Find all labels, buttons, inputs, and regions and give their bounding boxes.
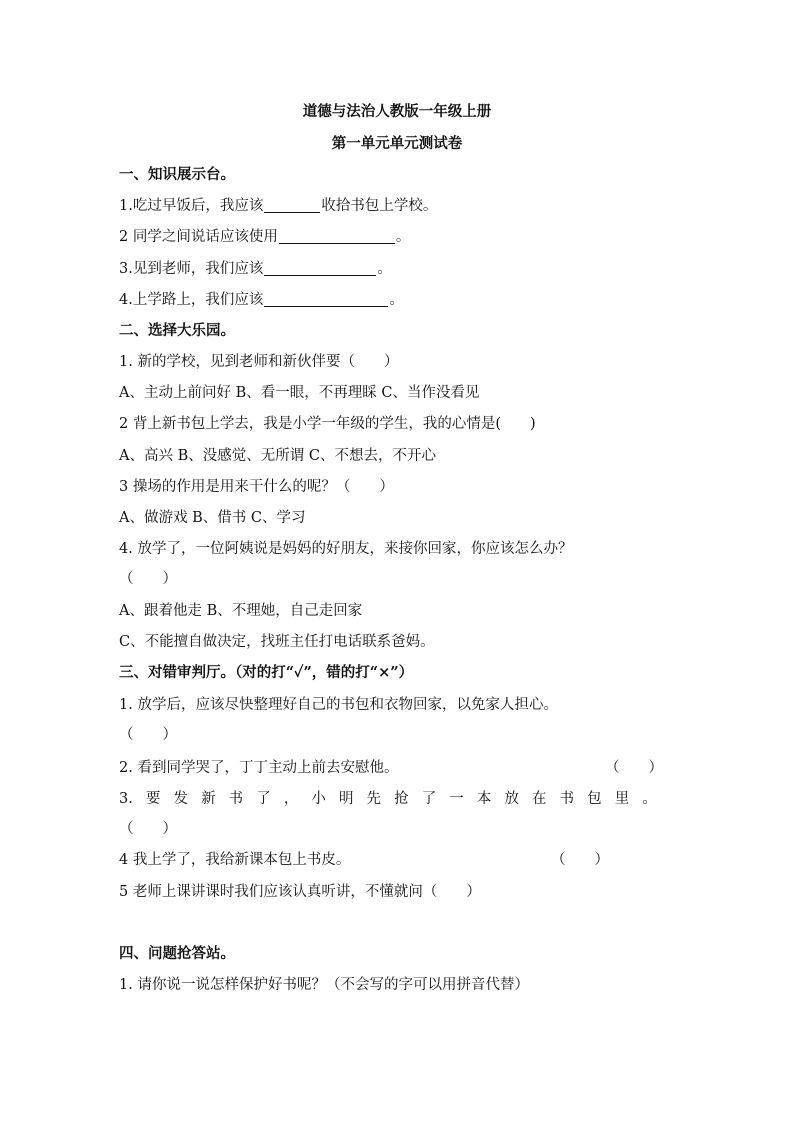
s3-q3-char: 包 <box>587 791 602 807</box>
s2-question-3: 3 操场的作用是用来干什么的呢？（ ） <box>119 479 394 495</box>
s1-question-2 <box>119 227 679 247</box>
s2-question-2: 2 背上新书包上学去，我是小学一年级的学生，我的心情是( ) <box>119 416 536 432</box>
s3-q3-char: 要 <box>145 791 161 807</box>
s1-q4-text-a: 4.上学路上，我们应该 <box>119 292 264 308</box>
s3-q3-char: 一 <box>449 791 464 807</box>
s2-question-4-paren: （ ） <box>119 571 177 587</box>
s2-question-1: 1. 新的学校，见到老师和新伙伴要（ ） <box>119 354 399 370</box>
answer-blank[interactable] <box>279 227 395 244</box>
s4-question-1: 1. 请你说一说怎样保护好书呢？（不会写的字可以用拼音代替） <box>119 977 529 993</box>
s3-q3-char: 了 <box>256 791 271 807</box>
s1-q3-text-a: 3.见到老师，我们应该 <box>119 261 264 277</box>
section4-heading: 四、问题抢答站。 <box>119 945 235 962</box>
s2-question-4: 4. 放学了，一位阿姨说是妈妈的好朋友，来接你回家，你应该怎么办？ <box>119 541 573 557</box>
s1-question-3 <box>119 259 679 279</box>
section1-heading: 一、知识展示台。 <box>119 166 235 183</box>
s3-question-1-paren: （ ） <box>119 727 177 743</box>
s3-q3-char: 先 <box>366 791 382 807</box>
s1-q2-text-b: 。 <box>395 229 411 245</box>
doc-title: 道德与法治人教版一年级上册 <box>302 103 492 120</box>
s3-q3-char: 了 <box>421 791 437 807</box>
s3-q3-char: 3. <box>119 791 133 807</box>
section3-heading: 三、对错审判厅。（对的打“✓”，错的打“×”） <box>119 664 414 681</box>
s3-q4-paren: （ ） <box>551 852 609 868</box>
s3-question-5: 5 老师上课讲课时我们应该认真听讲，不懂就问（ ） <box>119 884 481 900</box>
s3-question-3-paren: （ ） <box>119 821 177 837</box>
s3-q3-char: 抢 <box>394 791 409 807</box>
s1-q3-text-b: 。 <box>377 261 392 277</box>
s3-q3-char: 新 <box>201 791 216 807</box>
s3-q3-text <box>119 789 657 809</box>
s3-q3-char: 。 <box>642 791 657 807</box>
s2-question-4-options-b: C、不能擅自做决定，找班主任打电话联系爸妈。 <box>119 634 435 650</box>
s3-q3-char: 书 <box>559 791 575 807</box>
section2-heading: 二、选择大乐园。 <box>119 322 235 339</box>
s3-q2-text: 2. 看到同学哭了，丁丁主动上前去安慰他。 <box>119 760 399 776</box>
s2-question-2-options: A、高兴 B、没感觉、无所谓 C、不想去，不开心 <box>119 448 436 464</box>
s3-q2-paren: （ ） <box>605 760 663 776</box>
s2-question-4-options-a: A、跟着他走 B、不理她，自己走回家 <box>119 603 363 619</box>
s3-q3-char: 在 <box>532 791 547 807</box>
s3-question-2 <box>119 758 679 778</box>
s2-question-3-options: A、做游戏 B、借书 C、学习 <box>119 510 306 526</box>
s3-q3-char: 本 <box>476 791 492 807</box>
s3-q3-char: 小 <box>311 791 326 807</box>
s3-question-3 <box>119 789 679 809</box>
answer-blank[interactable] <box>264 259 376 276</box>
s1-question-1 <box>119 196 679 216</box>
s1-q1-text-a: 1.吃过早饭后，我应该 <box>119 198 264 214</box>
s3-q3-char: ， <box>283 791 299 807</box>
s3-q3-char: 书 <box>228 791 244 807</box>
s3-question-1: 1. 放学后，应该尽快整理好自己的书包和衣物回家，以免家人担心。 <box>119 697 558 713</box>
s1-q4-text-b: 。 <box>389 292 404 308</box>
s3-q3-char: 发 <box>173 791 188 807</box>
s3-question-4 <box>119 850 679 870</box>
s3-q3-char: 放 <box>504 791 519 807</box>
s2-question-1-options: A、主动上前问好 B、看一眼，不再理睬 C、当作没看见 <box>119 385 480 401</box>
s1-question-4 <box>119 290 679 310</box>
s1-q2-text-a: 2 同学之间说话应该使用 <box>119 229 278 245</box>
s3-q3-char: 明 <box>338 791 354 807</box>
answer-blank[interactable] <box>264 196 320 213</box>
answer-blank[interactable] <box>264 290 388 307</box>
s1-q1-text-b: 收拾书包上学校。 <box>321 198 438 214</box>
s3-q4-text: 4 我上学了，我给新课本包上书皮。 <box>119 852 351 868</box>
doc-subtitle: 第一单元单元测试卷 <box>331 135 463 152</box>
s3-q3-char: 里 <box>614 791 630 807</box>
